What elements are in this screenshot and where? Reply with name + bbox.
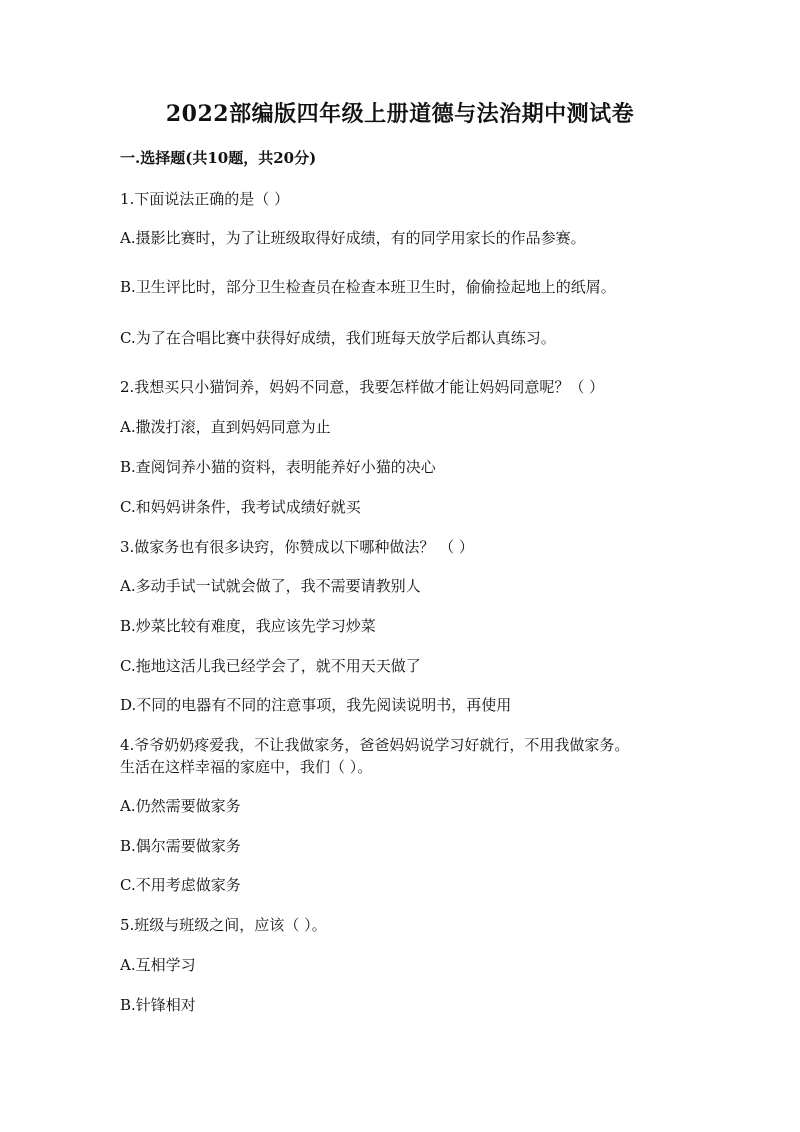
question-3-option-d: D.不同的电器有不同的注意事项，我先阅读说明书，再使用 [120, 696, 512, 714]
question-1-stem: 1.下面说法正确的是（ ） [120, 190, 290, 208]
question-5-option-b: B.针锋相对 [120, 996, 196, 1014]
question-5-option-a: A.互相学习 [120, 956, 196, 974]
question-1-option-a: A.摄影比赛时，为了让班级取得好成绩，有的同学用家长的作品参赛。 [120, 229, 586, 247]
section-heading: 一.选择题(共10题，共20分) [120, 149, 317, 167]
question-2-option-b: B.查阅饲养小猫的资料，表明能养好小猫的决心 [120, 458, 436, 476]
question-1-option-b: B.卫生评比时，部分卫生检查员在检查本班卫生时，偷偷捡起地上的纸屑。 [120, 278, 616, 296]
question-4-option-c: C.不用考虑做家务 [120, 876, 241, 894]
question-4-stem-line-1: 4.爷爷奶奶疼爱我，不让我做家务，爸爸妈妈说学习好就行，不用我做家务。 [120, 736, 630, 754]
question-3-stem: 3.做家务也有很多诀窍，你赞成以下哪种做法？ （ ） [120, 538, 474, 556]
question-5-stem: 5.班级与班级之间，应该（ ）。 [120, 916, 327, 934]
question-4-option-a: A.仍然需要做家务 [120, 797, 241, 815]
question-2-option-c: C.和妈妈讲条件，我考试成绩好就买 [120, 498, 361, 516]
question-3-option-b: B.炒菜比较有难度，我应该先学习炒菜 [120, 617, 376, 635]
question-2-stem: 2.我想买只小猫饲养，妈妈不同意，我要怎样做才能让妈妈同意呢？（ ） [120, 378, 605, 396]
question-1-option-c: C.为了在合唱比赛中获得好成绩，我们班每天放学后都认真练习。 [120, 329, 556, 347]
question-3-option-c: C.拖地这活儿我已经学会了，就不用天天做了 [120, 657, 421, 675]
question-3-option-a: A.多动手试一试就会做了，我不需要请教别人 [120, 577, 421, 595]
question-2-option-a: A.撒泼打滚，直到妈妈同意为止 [120, 418, 331, 436]
question-4-option-b: B.偶尔需要做家务 [120, 837, 241, 855]
question-4-stem-line-2: 生活在这样幸福的家庭中，我们（ ）。 [120, 758, 373, 776]
exam-title: 2022部编版四年级上册道德与法治期中测试卷 [165, 101, 635, 127]
